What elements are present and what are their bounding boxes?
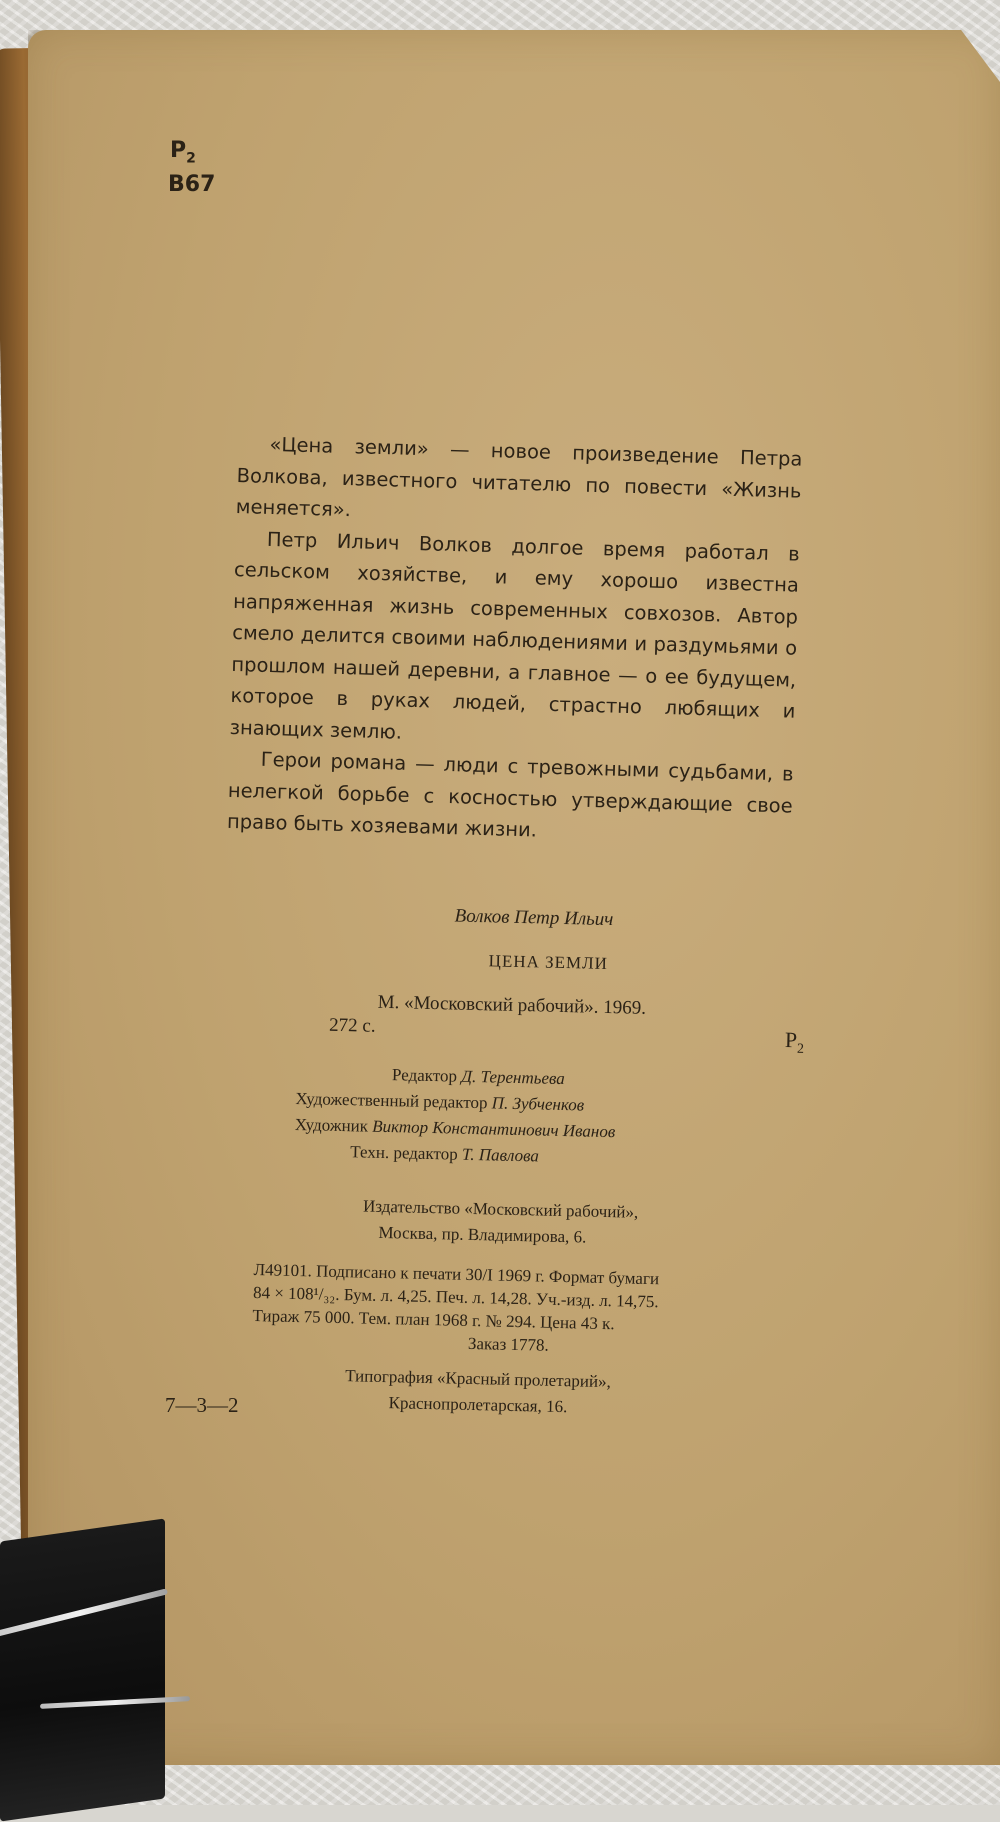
credit-editor: [392, 1062, 565, 1092]
credit-role: Художественный редактор: [295, 1088, 488, 1113]
tech-line-4: Заказ 1778.: [467, 1333, 550, 1355]
binder-clip-body: [0, 1518, 165, 1821]
tech-line-3: Тираж 75 000. Тем. план 1968 г. № 294. Цена 43 к.: [252, 1306, 615, 1334]
imprint-author: Волков Петр Ильич: [454, 905, 614, 931]
credit-tech-editor: [350, 1139, 539, 1169]
annotation-paragraph-3: Герои романа — люди с тревожными судьбами, в нелегкой борьбе с косностью утверждающие свое право быть хозяевами жизни.: [226, 747, 794, 842]
tech-line-2: 84 × 108¹/₃₂. Бум. л. 4,25. Печ. л. 14,28. Уч.-изд. л. 14,75.: [252, 1283, 659, 1312]
credit-role: Техн. редактор: [350, 1142, 458, 1164]
printer-address: Краснопролетарская, 16.: [388, 1393, 568, 1417]
annotation-paragraph-1: «Цена земли» — новое произведение Петра Волкова, известного читателю по повести «Жизнь меняется».: [235, 432, 803, 522]
bbk-index: [170, 140, 196, 165]
credit-name: Д. Терентьева: [461, 1066, 565, 1089]
author-mark: В67: [168, 172, 216, 197]
imprint-title: ЦЕНА ЗЕМЛИ: [488, 951, 609, 974]
imprint-index: [784, 1027, 804, 1063]
imprint-publication: М. «Московский рабочий». 1969.: [377, 991, 647, 1019]
credit-name: П. Зубченков: [491, 1093, 585, 1115]
imprint-index-subscript: 2: [796, 1041, 805, 1057]
imprint-block: [252, 900, 805, 1417]
publisher-address: Москва, пр. Владимирова, 6.: [378, 1222, 587, 1247]
annotation-paragraph-2: Петр Ильич Волков долгое время работал в сельском хозяйстве, и ему хорошо известна напряженная жизнь современных совхозов. Автор смело делится своими наблюдениями и раздумьями о прошлом нашей деревни, а главное — о ее будущем, которое в руках людей, страстно любящих и знающих землю.: [229, 527, 801, 744]
bbk-subscript: 2: [186, 150, 196, 167]
bbk-letter: Р: [170, 138, 187, 163]
imprint-pages: 272 с.: [328, 1014, 376, 1037]
credit-name: Т. Павлова: [461, 1144, 540, 1166]
tech-line-1: Л49101. Подписано к печати 30/I 1969 г. Формат бумаги: [253, 1260, 660, 1289]
credit-role: Редактор: [391, 1065, 458, 1086]
credit-role: Художник: [294, 1114, 369, 1136]
series-code: 7—3—2: [165, 1393, 239, 1417]
printer-name: Типография «Красный пролетарий»,: [345, 1366, 612, 1392]
credit-name: Виктор Константинович Иванов: [372, 1116, 616, 1142]
publisher-name: Издательство «Московский рабочий»,: [362, 1196, 639, 1222]
binder-clip: [0, 1520, 170, 1805]
imprint-index-letter: Р: [784, 1027, 798, 1053]
annotation-block: [227, 428, 803, 853]
